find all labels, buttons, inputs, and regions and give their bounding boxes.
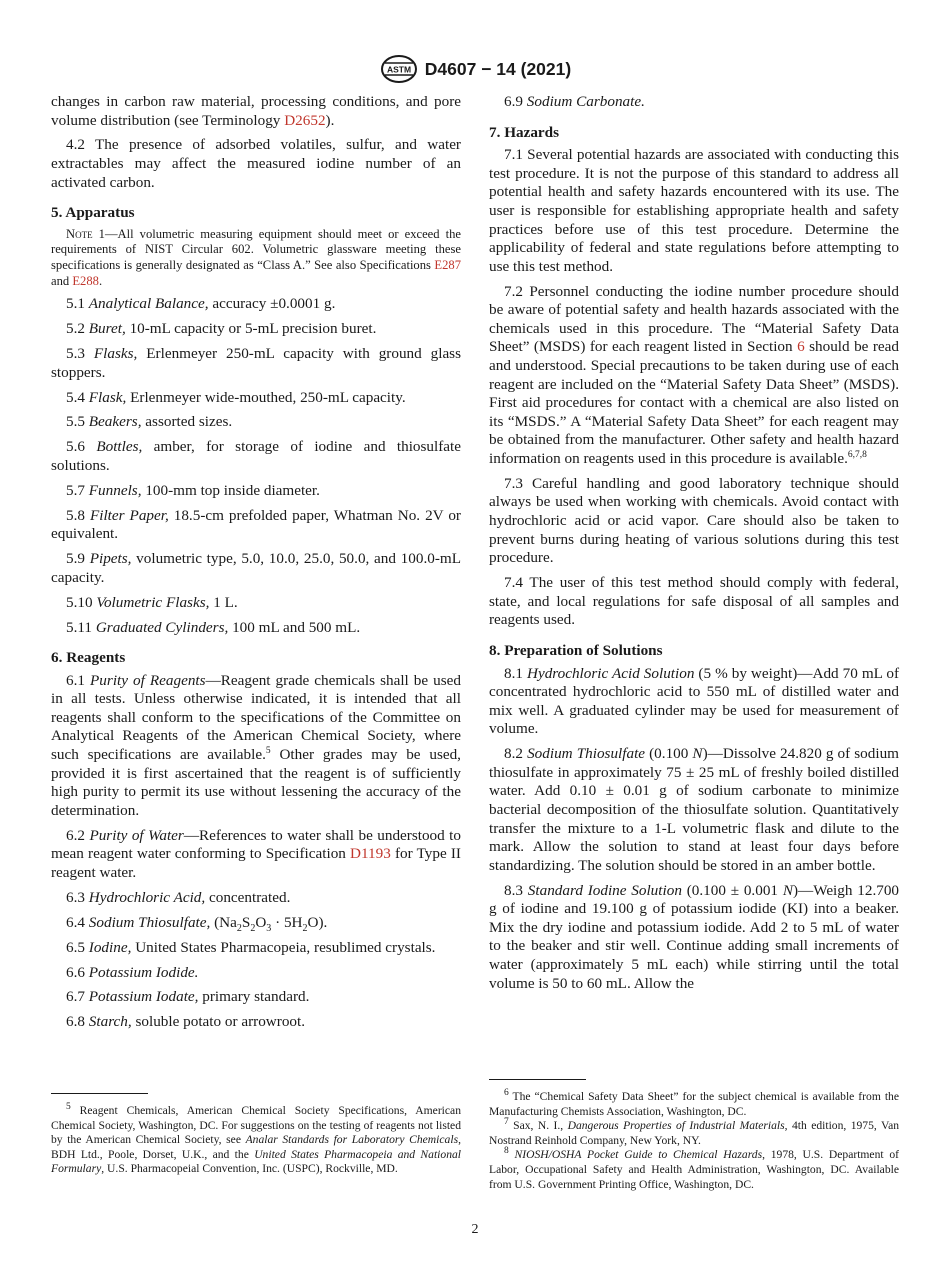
paragraph-6-5: 6.5 Iodine, United States Pharmacopeia, resublimed crystals.	[66, 938, 436, 956]
apparatus-item: 5.8 Filter Paper, 18.5-cm prefolded paper, Whatman No. 2V or equivalent.	[51, 506, 461, 543]
paragraph-7-2: 7.2 Personnel conducting the iodine number procedure should be aware of potential safety and health hazards associated with the chemicals used in this procedure. The “Material Safety Data Sheet” (MSDS) for each reagent listed in Section 6 should be read and understood. Special precautions to be taken during use of each reagent are included on the “Material Safety Data Sheet” (MSDS). First aid procedures for contact with a chemical are also listed on its “MSDS.” A “Material Safety Data Sheet” for each reagent may be obtained from the manufacturer. Other safety and health hazard information on reagents used in this procedure is available.$^{6,7,8}$	[489, 282, 899, 467]
paragraph-7-3: 7.3 Careful handling and good laboratory technique should always be used when working with chemicals. Avoid contact with hydrochloric acid or acid vapor. Care should also be taken to prevent burns during heating of various solutions during this test procedure.	[489, 474, 899, 567]
link-e288[interactable]: E288	[72, 273, 99, 288]
footnotes-left	[51, 1104, 461, 1177]
section-7-heading: 7. Hazards	[489, 123, 560, 141]
apparatus-item: 5.7 Funnels, 100-mm top inside diameter.	[66, 481, 320, 499]
apparatus-item: 5.9 Pipets, volumetric type, 5.0, 10.0, 25.0, 50.0, and 100.0-mL capacity.	[51, 550, 461, 586]
logo-text: ASTM	[386, 64, 411, 75]
paragraph-6-3: 6.3 Hydrochloric Acid, concentrated.	[66, 888, 291, 906]
paragraph-7-1: 7.1 Several potential hazards are associated with conducting this test procedure. It is not the purpose of this standard to address all potential health and safety hazards encountered with its use. The user is responsible for establishing appropriate health and safety practices before use of this test procedure. Determine the applicability of federal and state regulations before attempting to use this test method.	[489, 146, 899, 275]
footnote-divider-left	[51, 1093, 148, 1094]
section-6-heading: 6. Reagents	[51, 649, 126, 667]
apparatus-item: 5.4 Flask, Erlenmeyer wide-mouthed, 250-mL capacity.	[66, 388, 406, 406]
paragraph-6-2: 6.2 Purity of Water—References to water shall be understood to mean reagent water conforming to Specification D1193 for Type II reagent water.	[51, 826, 461, 881]
apparatus-item: 5.5 Beakers, assorted sizes.	[66, 413, 233, 431]
footnote-ref-6-7-8[interactable]: 6,7,8	[847, 449, 867, 460]
footnote-divider-right	[489, 1079, 586, 1080]
apparatus-item: 5.6 Bottles, amber, for storage of iodine and thiosulfate solutions.	[51, 438, 462, 474]
paragraph-6-8: 6.8 Starch, soluble potato or arrowroot.	[66, 1013, 306, 1031]
paragraph-6-6: 6.6 Potassium Iodide.	[66, 963, 199, 981]
footnote-5: $^5$ Reagent Chemicals, American Chemical Society Specifications, American Chemical Society, Washington, DC. For suggestions on the testing of reagents not listed by the American Chemical Society, see Analar Standards for Laboratory Chemicals, BDH Ltd., Poole, Dorset, U.K., and the United States Pharmacopeia and National Formulary, U.S. Pharmacopeial Convention, Inc. (USPC), Rockville, MD.	[51, 1102, 462, 1176]
astm-logo-icon	[379, 54, 419, 84]
paragraph-4-2: 4.2 The presence of adsorbed volatiles, sulfur, and water extractables may affect the measured iodine number of an activated carbon.	[51, 136, 461, 191]
paragraph-8-3: 8.3 Standard Iodine Solution (0.100 ± 0.001 N)—Weigh 12.700 g of iodine and 19.100 g of potassium iodide (KI) into a beaker. Mix the dry iodine and potassium iodide. Add 2 to 5 mL of water to the beaker and stir well. Continue adding small increments of water (approximately 5 mL each) while stirring until the total volume is 50 to 60 mL. Allow the	[489, 881, 900, 992]
paragraph-6-4: 6.4 Sodium Thiosulfate, $(Na_2S_2O_3 \cdot 5H_2O)$.	[66, 913, 328, 934]
paragraph-6-9: 6.9 Sodium Carbonate.	[504, 93, 645, 110]
right-column	[489, 93, 899, 1000]
standard-designation: D4607 − 14 (2021)	[424, 58, 572, 79]
apparatus-item: 5.3 Flasks, Erlenmeyer 250-mL capacity with ground glass stoppers.	[51, 345, 462, 381]
paragraph-6-1: 6.1 Purity of Reagents—Reagent grade chemicals shall be used in all tests. Unless otherwise indicated, it is intended that all reagents shall conform to the specifications of the Committee on Analytical Reagents of the American Chemical Society, where such specifications are available.$^5$ Other grades may be used, provided it is first ascertained that the reagent is of sufficiently high purity to permit its use without lessening the accuracy of the determination.	[51, 671, 462, 819]
footnote-7: $^7$ Sax, N. I., Dangerous Properties of Industrial Materials, 4th edition, 1975, Van Nostrand Reinhold Company, New York, NY.	[489, 1117, 900, 1147]
page-number: 2	[471, 1222, 479, 1237]
link-d1193[interactable]: D1193	[350, 845, 391, 863]
paragraph-6-7: 6.7 Potassium Iodate, primary standard.	[66, 988, 310, 1006]
link-d2652[interactable]: D2652	[284, 111, 326, 129]
link-e287[interactable]: E287	[434, 258, 461, 273]
paragraph-7-4: 7.4 The user of this test method should comply with federal, state, and local regulations for safe disposal of all samples and reagents used.	[489, 574, 899, 629]
page-header	[0, 54, 950, 84]
note-1: Note 1—All volumetric measuring equipment should meet or exceed the requirements of NIST Circular 602. Volumetric glassware meeting these specifications is generally designated as “Class A.” See also Specifications E287 and E288.	[51, 226, 461, 288]
paragraph-8-2: 8.2 Sodium Thiosulfate (0.100 N)—Dissolve 24.820 g of sodium thiosulfate in approximately 75 ± 25 mL of freshly boiled distilled water. Add 0.10 ± 0.01 g of sodium carbonate to minimize bacterial decomposition of the thiosulfate solution. Quantitatively transfer the mixture to a 1-L volumetric flask and dilute to the mark. Allow the solution to stand at least four days before standardizing. The solution should be stored in an amber bottle.	[489, 745, 899, 874]
link-section-6[interactable]: 6	[797, 338, 805, 356]
section-8-heading: 8. Preparation of Solutions	[489, 641, 663, 659]
apparatus-item: 5.10 Volumetric Flasks, 1 L.	[66, 593, 238, 611]
paragraph-8-1: 8.1 Hydrochloric Acid Solution (5 % by weight)—Add 70 mL of concentrated hydrochloric acid to 550 mL of distilled water and mix well. A graduated cylinder may be used for measurement of volume.	[489, 664, 900, 738]
apparatus-item: 5.2 Buret, 10-mL capacity or 5-mL precision buret.	[66, 320, 377, 338]
paragraph-4-1-continued: changes in carbon raw material, processing conditions, and pore volume distribution (see Terminology D2652).	[51, 93, 461, 129]
footnote-6: $^6$ The “Chemical Safety Data Sheet” for the subject chemical is available from the Manufacturing Chemists Association, Washington, DC.	[489, 1088, 899, 1118]
left-column	[51, 93, 461, 1038]
apparatus-item: 5.1 Analytical Balance, accuracy ±0.0001 g.	[66, 295, 336, 313]
section-5-heading: 5. Apparatus	[51, 204, 135, 222]
footnote-8: $^8$ NIOSH/OSHA Pocket Guide to Chemical Hazards, 1978, U.S. Department of Labor, Occupational Safety and Health Administration, Washington, DC. Available from U.S. Government Printing Office, Washington, DC.	[489, 1146, 899, 1191]
footnote-ref-5[interactable]: 5	[265, 746, 271, 757]
footnotes-right	[489, 1090, 899, 1192]
apparatus-item: 5.11 Graduated Cylinders, 100 mL and 500 mL.	[66, 618, 361, 636]
